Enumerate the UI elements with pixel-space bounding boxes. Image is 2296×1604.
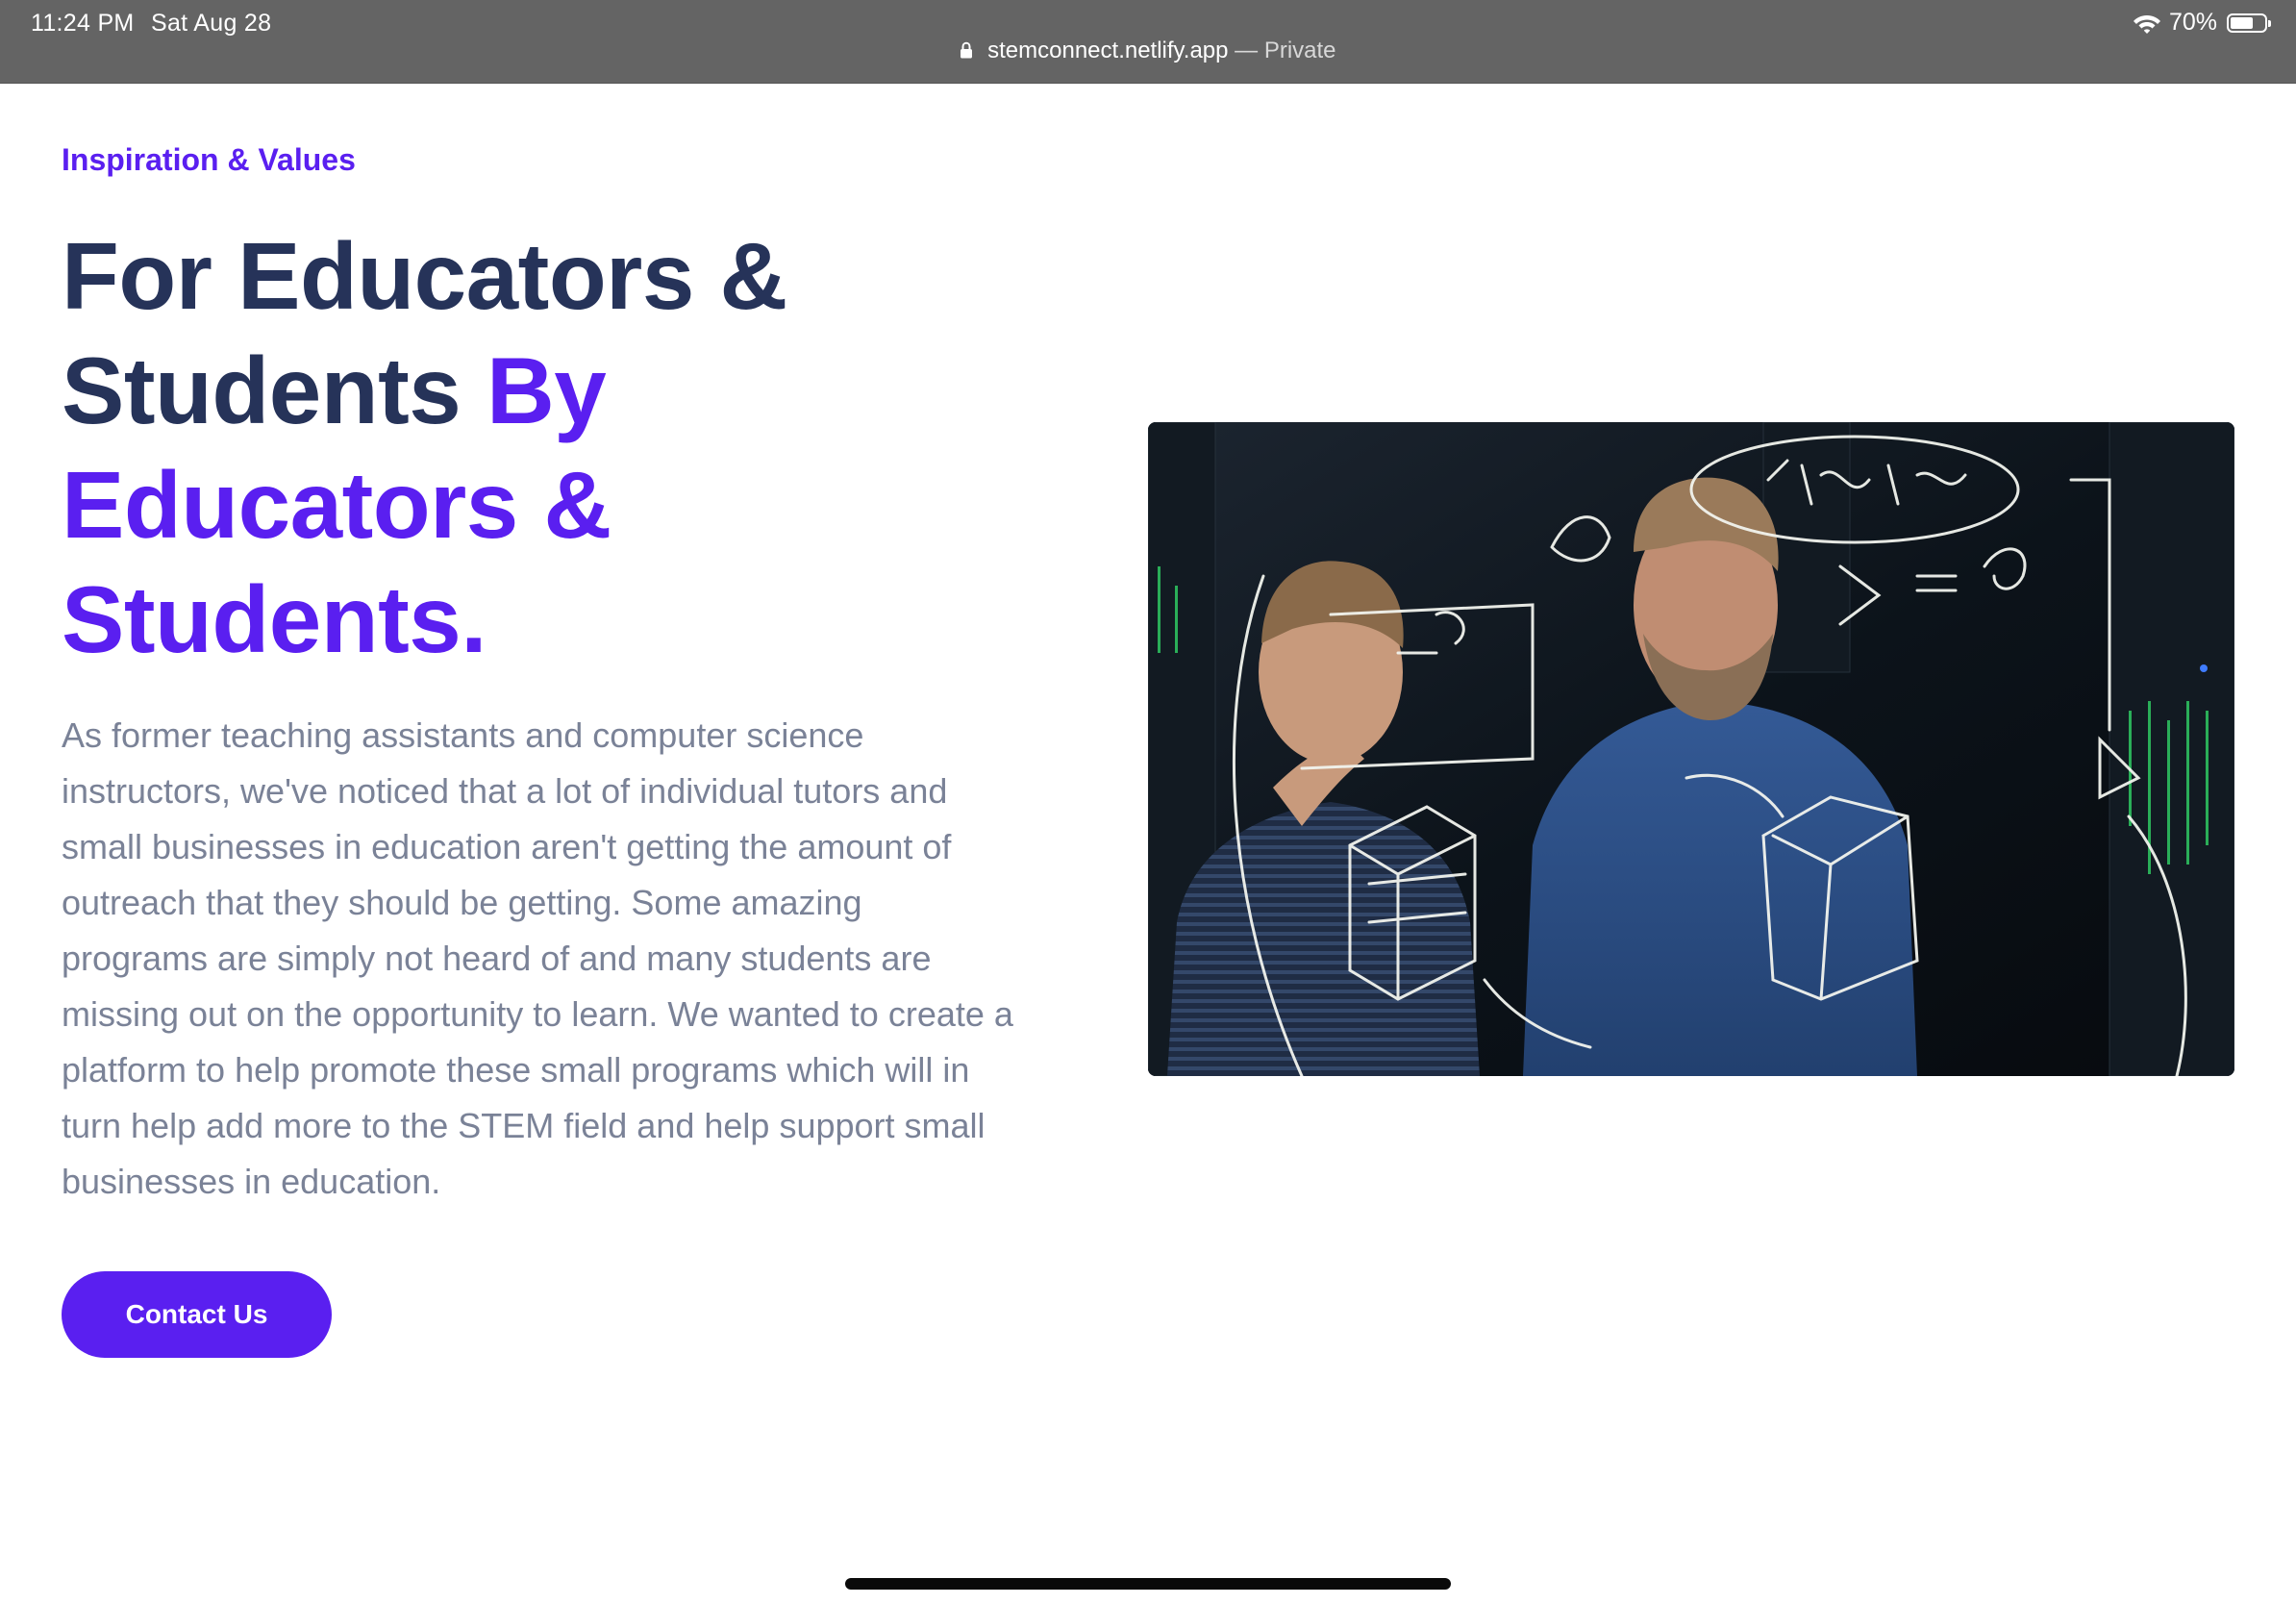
section-body: As former teaching assistants and computer science instructors, we've noticed that a lot of individual tutors and small businesses in education aren't getting the amount of outreach that they should be getting. Some amazing programs are simply not heard of and many students are missing out on the opportunity to learn. We wanted to create a platform to help promote these small programs which will in turn help add more to the STEM field and help support small businesses in education. [62, 715, 1013, 1201]
address-separator: — [1235, 38, 1259, 63]
address-domain: stemconnect.netlify.app [987, 38, 1229, 63]
page-title [62, 219, 1023, 677]
headline-line-2: Students [62, 338, 462, 443]
private-mode-label: Private [1263, 38, 1336, 63]
contact-us-button[interactable]: Contact Us [62, 1271, 332, 1358]
battery-percent: 70% [2168, 9, 2217, 36]
home-indicator[interactable] [845, 1578, 1451, 1590]
section-eyebrow: Inspiration & Values [62, 142, 356, 177]
headline-line-3: Educators & [62, 452, 611, 558]
hero-illustration [1148, 422, 2234, 1076]
status-date: Sat Aug 28 [151, 10, 272, 37]
wifi-icon [2133, 12, 2161, 35]
status-indicators [2133, 9, 2267, 37]
lock-icon [960, 41, 973, 59]
headline-line-4: Students. [62, 566, 487, 672]
headline-accent-by: By [486, 338, 607, 443]
address-bar[interactable] [0, 38, 2296, 64]
battery-fill [2231, 17, 2253, 29]
battery-icon [2227, 13, 2267, 33]
status-time: 11:24 PM [31, 10, 135, 37]
headline-line-1: For Educators & [62, 223, 787, 329]
status-bar [0, 0, 2296, 84]
hero-photo [1148, 422, 2234, 1076]
